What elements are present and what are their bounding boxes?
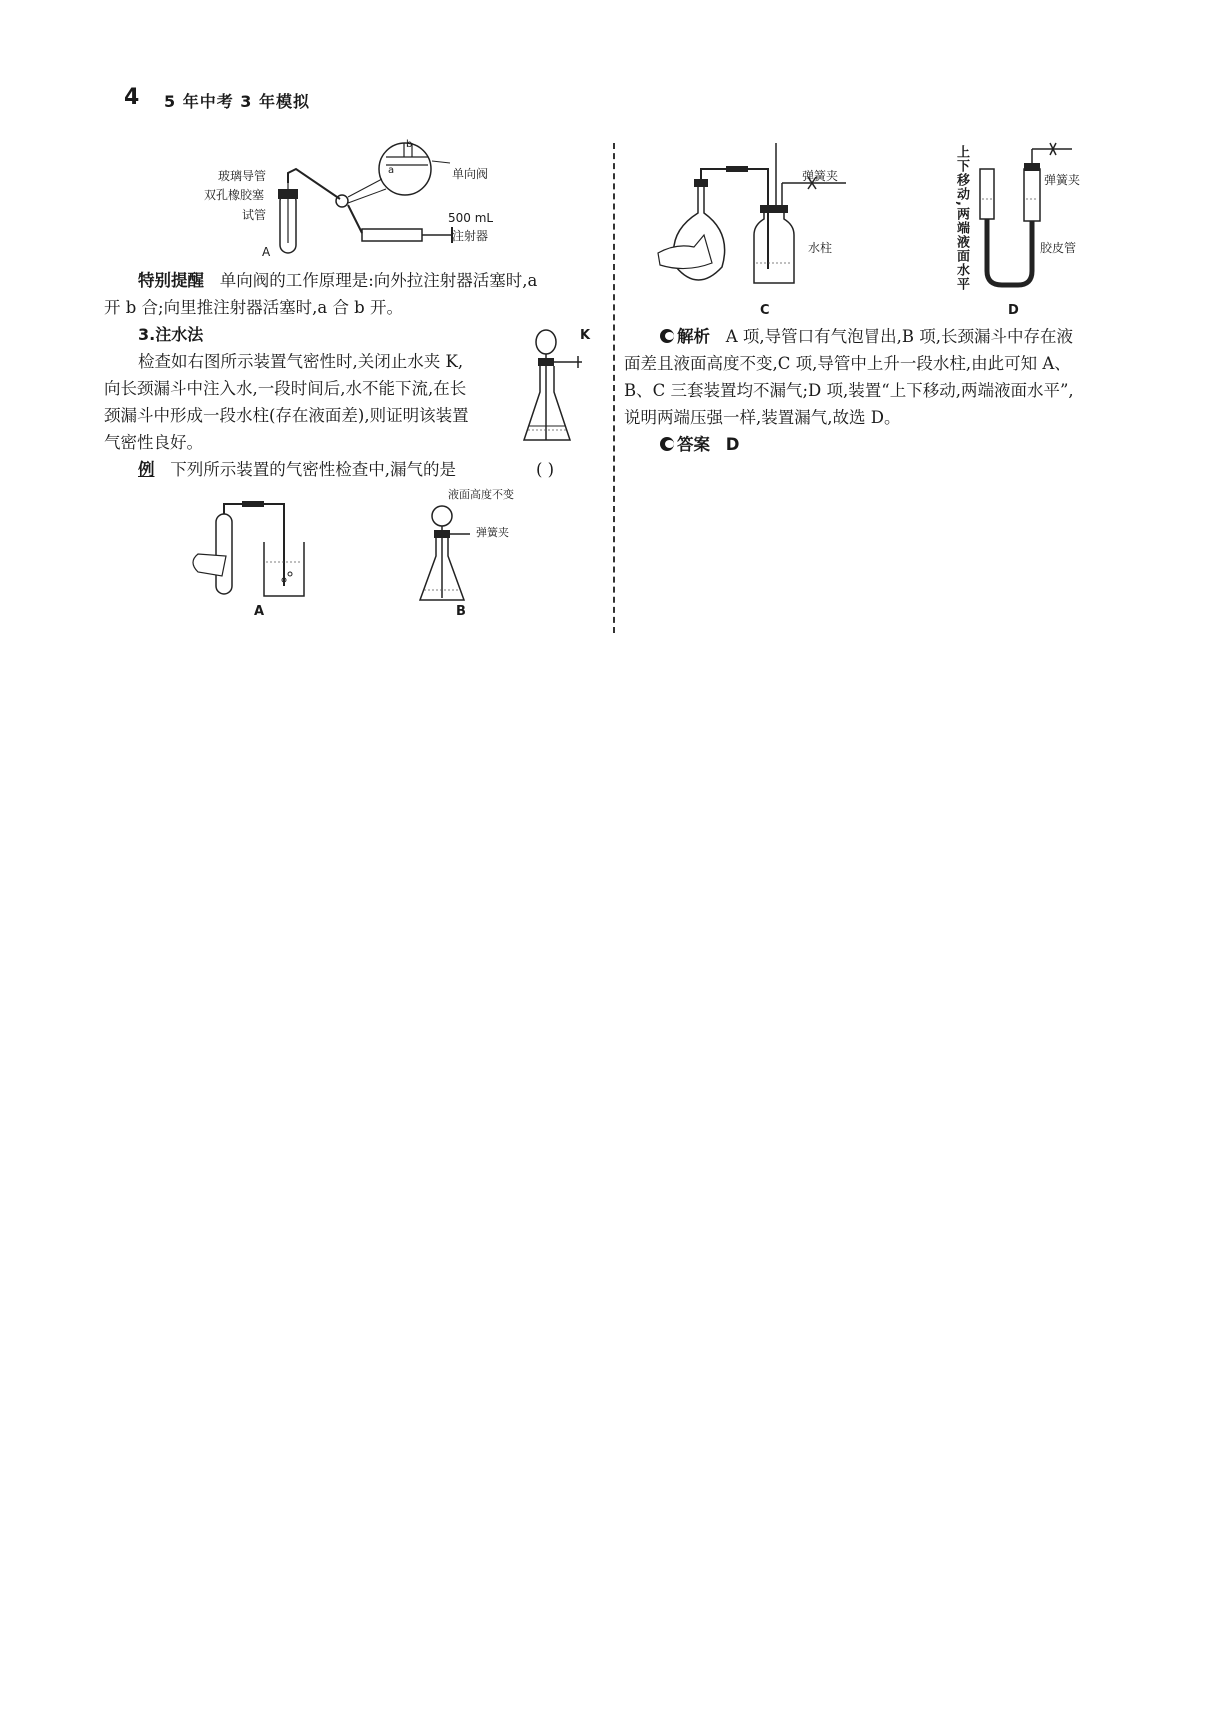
figure-c [656,143,856,321]
example-text: 下列所示装置的气密性检查中,漏气的是 [170,460,456,479]
label-spring-clip-b: 弹簧夹 [476,526,509,539]
label-spring-clip-d: 弹簧夹 [1044,173,1081,187]
page-number: 4 [124,85,140,110]
analysis-line4: 说明两端压强一样,装置漏气,故选 D。 [624,408,901,427]
label-a: A [262,245,271,259]
label-move-up-down: 上下移动,两端液面水平 [954,145,969,291]
label-test-tube: 试管 [242,208,267,222]
figure-syringe-apparatus [190,139,510,263]
answer-bracket: ( ) [536,460,555,479]
answer-label: 答案 [677,435,710,454]
figure-b [400,486,540,622]
example-line [138,456,598,483]
tip-text-line1: 单向阀的工作原理是:向外拉注射器活塞时,a [219,271,538,290]
section-title: 3.注水法 [138,325,204,344]
label-water-column: 水柱 [808,241,833,255]
section-text-line1: 检查如右图所示装置气密性时,关闭止水夹 K, [138,352,464,371]
figure-d-drawing [952,143,1092,298]
figure-d [952,143,1092,321]
label-valve-a: a [388,165,395,176]
syringe-apparatus-drawing [190,143,510,263]
label-rubber-stopper: 双孔橡胶塞 [204,188,265,202]
label-level-unchanged: 液面高度不变 [448,488,514,501]
figure-a-drawing [178,492,318,607]
analysis-line2: 面差且液面高度不变,C 项,导管中上升一段水柱,由此可知 A、 [624,354,1071,373]
caption-b: B [456,604,466,619]
book-title: 5 年中考 3 年模拟 [164,92,310,111]
label-spring-clip-c: 弹簧夹 [802,169,839,183]
caption-a: A [254,604,265,619]
tip-title: 特别提醒 [138,271,204,290]
label-syringe: 注射器 [452,229,489,243]
analysis-line1 [660,323,1200,350]
caption-c: C [760,303,770,318]
figure-a [178,492,318,622]
section-text-line4: 气密性良好。 [104,433,203,452]
example-label: 例 [138,460,155,479]
label-glass-tube: 玻璃导管 [218,169,267,183]
label-valve-b: b [406,139,413,150]
analysis-label: 解析 [677,327,710,346]
label-one-way-valve: 单向阀 [452,167,489,181]
figure-b-drawing [400,486,540,604]
column-divider [613,143,615,633]
answer-marker-icon [660,437,674,451]
label-rubber-tube: 胶皮管 [1040,241,1077,255]
section-text-line2: 向长颈漏斗中注入水,一段时间后,水不能下流,在长 [104,379,467,398]
figure-funnel-flask [520,322,600,450]
answer-line [660,431,739,458]
caption-d: D [1008,303,1019,318]
special-tip [138,267,598,294]
answer-value: D [725,435,740,454]
label-syringe-volume: 500 mL [448,211,494,225]
section-text-line3: 颈漏斗中形成一段水柱(存在液面差),则证明该装置 [104,406,469,425]
label-k: K [580,328,591,343]
analysis-line3: B、C 三套装置均不漏气;D 项,装置“上下移动,两端液面水平”, [624,381,1074,400]
tip-text-line2: 开 b 合;向里推注射器活塞时,a 合 b 开。 [104,298,403,317]
analysis-marker-icon [660,329,674,343]
analysis-text-1: A 项,导管口有气泡冒出,B 项,长颈漏斗中存在液 [725,327,1074,346]
